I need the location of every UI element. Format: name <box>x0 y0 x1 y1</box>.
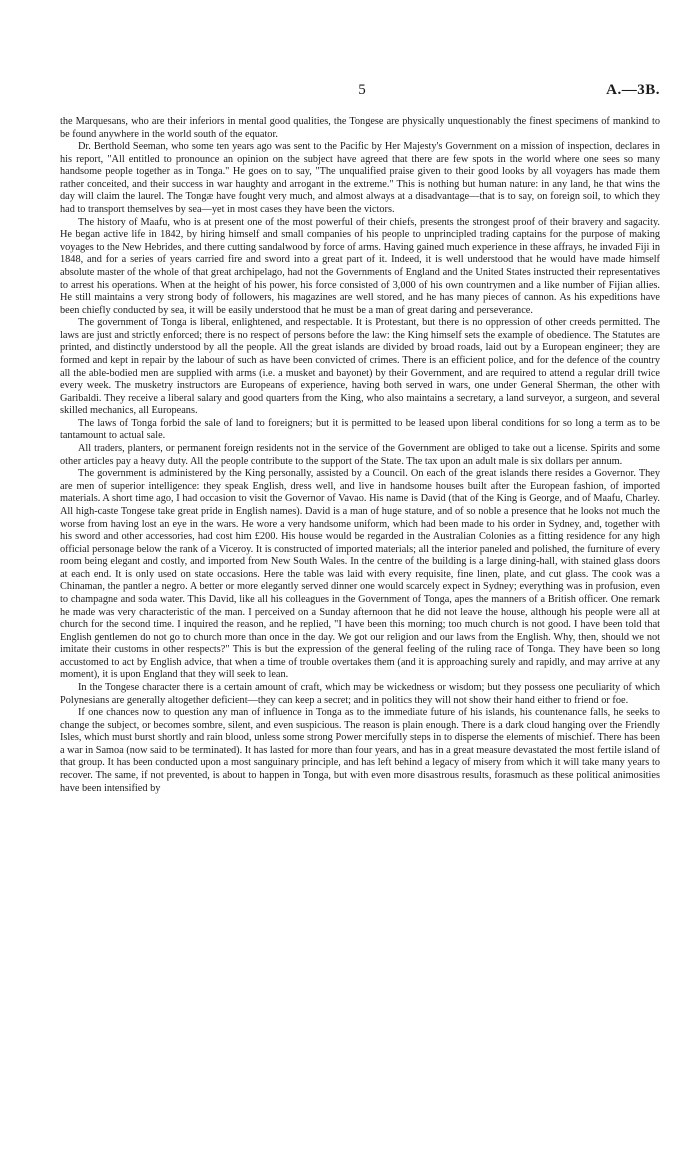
paragraph-administration: The government is administered by the King personally, assisted by a Council. On each of the great islands there resides a Governor. They are men of superior intelligence: they speak English, dress well, and live in handsome houses built after the European fashion, of imported materials. A short time ago, I had occasion to visit the Governor of Vavao. His name is David (that of the King is George, and of Maafu, Charley. All high-caste Tongese take great pride in English names). David is a man of huge stature, and of so noble a presence that he looks not much the worse from having lost an eye in the wars. He wore a very handsome uniform, which had been made to his order in Sydney, and, together with his sword and other accessories, had cost him £200. His house would be regarded in the Australian Colonies as a fitting residence for any high official personage below the rank of a Viceroy. It is constructed of imported materials; all the interior paneled and polished, the furniture of every room being elegant and costly, and imported from New South Wales. In the centre of the building is a large dining-hall, with stained glass doors at each end. It is only used on state occasions. Here the table was laid with every requisite, fine linen, plate, and cut glass. The cook was a Chinaman, the pantler a negro. A better or more elegantly served dinner one would scarcely expect in Sydney; everything was in profusion, even to champagne and soda water. This David, like all his colleagues in the Government of Tonga, apes the manners of a British officer. One remark he made was very characteristic of the man. I perceived on a Sunday afternoon that he did not leave the house, although his people were all at church for the second time. I inquired the reason, and he replied, "I have been this morning; too much church is not good. I have been told that English gentlemen do not go to church more than once in the day. We got our religion and our laws from the English. Why, then, should we not imitate their customs in other respects?" This is but the expression of the general feeling of the ruling race of Tonga. They have been so long accustomed to act by English advice, that when a time of trouble overtakes them (and it is approaching surely and rapidly, and may arrive at any moment), it is upon England that they will seek to lean. <box>60 468 660 681</box>
paragraph-licenses: All traders, planters, or permanent foreign residents not in the service of the Government are obliged to take out a license. Spirits and some other articles pay a heavy duty. All the people contribute to the support of the State. The tax upon an adult male is six dollars per annum. <box>60 443 660 467</box>
paragraph-character: In the Tongese character there is a certain amount of craft, which may be wickedness or wisdom; but they possess one peculiarity of which Polynesians are generally altogether deficient—they can keep a secret; and in politics they will not show their hand either to friend or foe. <box>60 682 660 706</box>
paragraph-maafu: The history of Maafu, who is at present one of the most powerful of their chiefs, presents the strongest proof of their bravery and sagacity. He began active life in 1842, by hiring himself and small companies of his people to unprincipled trading captains for the purpose of making voyages to the New Hebrides, and there cutting sandalwood by force of arms. Having gained much experience in these affrays, he invaded Fiji in 1848, and for a series of years carried fire and sword into a great part of it. Indeed, it is well understood that he would have made himself absolute master of the whole of that great archipelago, had not the Governments of England and the United States instructed their representatives to arrest his operations. When at the height of his power, his force consisted of 3,000 of his own countrymen and a like number of Fijian allies. He still maintains a very strong body of followers, his magazines are well stored, and he has many pieces of cannon. As his expeditions have been chiefly conducted by sea, it will be easily understood that he must be a man of great daring and perseverance. <box>60 216 660 316</box>
paragraph-land-laws: The laws of Tonga forbid the sale of land to foreigners; but it is permitted to be leased upon liberal conditions for so long a term as to be tantamount to actual sale. <box>60 417 660 442</box>
paragraph-seeman: Dr. Berthold Seeman, who some ten years ago was sent to the Pacific by Her Majesty's Government on a mission of inspection, declares in his report, "All entitled to pronounce an opinion on the subject have agreed that there are few spots in the world where one sees so many handsome people together as in Tonga." He goes on to say, "The unqualified praise given to their good looks by all voyagers has made them rather conceited, and their success in war haughty and arrogant in the extreme." This is nothing but human nature: in any land, he that wins the day will claim the laurel. The Tongæ have fought very much, and almost always at a disadvantage—that is to say, on foreign soil, to which they had to transport themselves by sea—yet in most cases they have been the victors. <box>60 141 660 216</box>
page-header <box>60 82 660 104</box>
body-text <box>60 116 660 795</box>
paragraph-marquesans: the Marquesans, who are their inferiors in mental good qualities, the Tongese are physically unquestionably the finest specimens of mankind to be found anywhere in the world south of the equator. <box>60 116 660 140</box>
page-number: 5 <box>358 82 366 98</box>
paragraph-future: If one chances now to question any man of influence in Tonga as to the immediate future of his islands, his countenance falls, he seeks to change the subject, or becomes sombre, silent, and even suspicious. The reason is plain enough. There is a dark cloud hanging over the Friendly Isles, which must burst shortly and rain blood, unless some strong Power mercifully steps in to disperse the elements of mischief. There has been a war in Samoa (now said to be terminated). It has lasted for more than four years, and has in a great measure devastated the most fertile island of that group. It has been conducted upon a most sanguinary principle, and has left behind a legacy of misery from which it will take many years to recover. The same, if not prevented, is about to happen in Tonga, but with even more disastrous results, forasmuch as these political animosities have been intensified by <box>60 707 660 794</box>
paragraph-government: The government of Tonga is liberal, enlightened, and respectable. It is Protestant, but there is no oppression of other creeds permitted. The laws are just and strictly enforced; there is no respect of persons before the law: the King himself sets the example of obedience. The Statutes are printed, and distinctly understood by all the people. All the great islands are divided by broad roads, laid out by a European engineer; they are formed and kept in repair by the labour of such as have been convicted of crimes. There is an efficient police, and for the defence of the country all the able-bodied men are supplied with arms (i.e. a musket and bayonet) by their Government, and are required to attend a regular drill twice every week. The musketry instructors are Europeans of experience, having both served in wars, one under General Sherman, the other with Garibaldi. They receive a liberal salary and good quarters from the King, who also maintains a secretary, a land surveyor, a surgeon, and several skilled mechanics, all Europeans. <box>60 317 660 417</box>
paper-reference: A.—3B. <box>606 82 660 98</box>
